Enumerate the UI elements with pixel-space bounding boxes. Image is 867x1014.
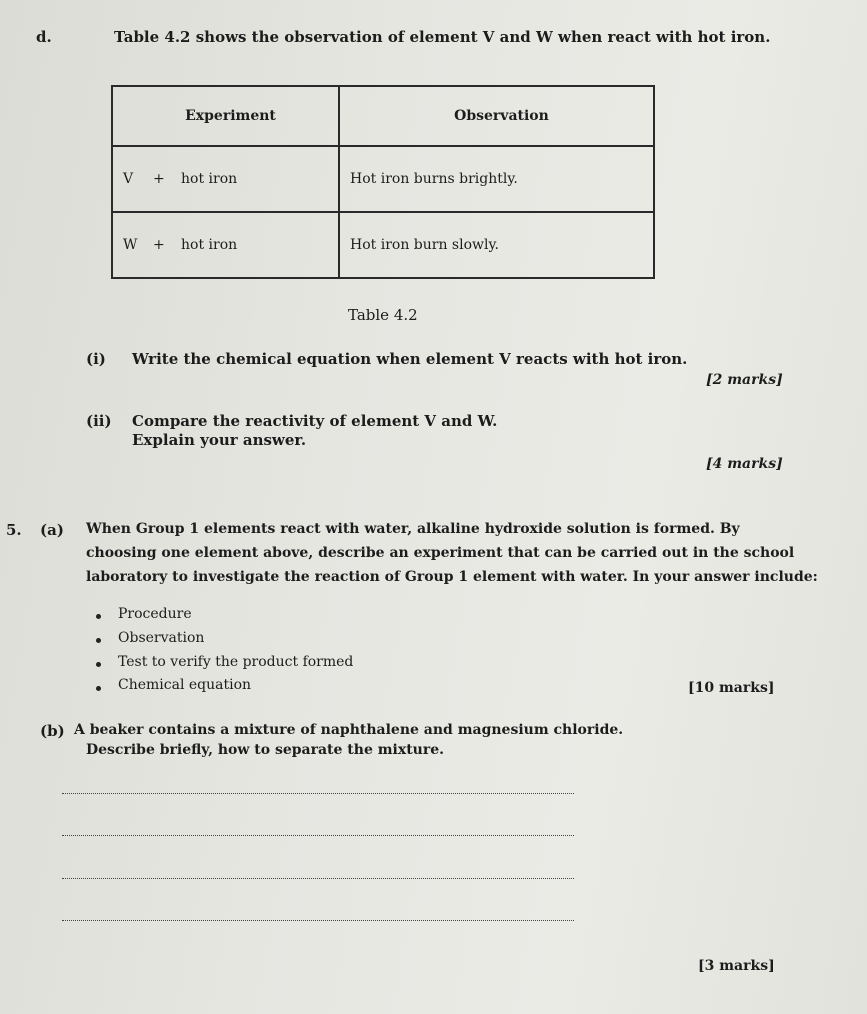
part-d-text: Table 4.2 shows the observation of element V and W when react with hot iron. (114, 28, 771, 46)
question-5b-marks: [3 marks] (698, 958, 775, 974)
bullet-icon (96, 614, 101, 619)
table-row (112, 212, 654, 278)
reagent: hot iron (181, 237, 238, 253)
observation-table (111, 85, 655, 279)
question-i-text: Write the chemical equation when element V reacts with hot iron. (132, 350, 688, 368)
bullet-observation: Observation (118, 630, 205, 646)
answer-line[interactable] (62, 793, 574, 794)
question-5a-label: (a) (40, 521, 64, 539)
bullet-icon (96, 638, 101, 643)
table-header-row (112, 86, 654, 146)
table-row (112, 146, 654, 212)
answer-line[interactable] (62, 920, 574, 921)
question-ii-line2: Explain your answer. (132, 431, 307, 449)
bullet-equation: Chemical equation (118, 677, 252, 693)
bullet-test: Test to verify the product formed (118, 654, 354, 670)
question-5a-line2: choosing one element above, describe an experiment that can be carried out in the school (86, 545, 795, 561)
answer-line[interactable] (62, 835, 574, 836)
element-symbol: V (123, 171, 134, 187)
question-5b-line2: Describe briefly, how to separate the mixture. (86, 742, 445, 758)
question-5a-line1: When Group 1 elements react with water, alkaline hydroxide solution is formed. By (86, 521, 740, 537)
question-5a-line3: laboratory to investigate the reaction of Group 1 element with water. In your answer include: (86, 569, 818, 585)
experiment-cell (112, 146, 339, 212)
question-5b-line1: A beaker contains a mixture of naphthalene and magnesium chloride. (74, 722, 624, 738)
question-i-marks: [2 marks] (706, 372, 783, 388)
plus-sign: + (153, 171, 165, 187)
header-experiment: Experiment (112, 86, 339, 146)
answer-line[interactable] (62, 878, 574, 879)
table-caption: Table 4.2 (348, 306, 418, 324)
question-ii-marks: [4 marks] (706, 456, 783, 472)
bullet-icon (96, 686, 101, 691)
element-symbol: W (123, 237, 138, 253)
observation-cell: Hot iron burns brightly. (339, 146, 654, 212)
question-5-number: 5. (6, 521, 22, 539)
header-observation: Observation (339, 86, 654, 146)
question-5a-marks: [10 marks] (688, 680, 775, 696)
plus-sign: + (153, 237, 165, 253)
question-5b-label: (b) (40, 722, 65, 740)
question-i-label: (i) (86, 350, 106, 368)
experiment-cell (112, 212, 339, 278)
part-d-label: d. (36, 28, 52, 46)
bullet-procedure: Procedure (118, 606, 192, 622)
observation-cell: Hot iron burn slowly. (339, 212, 654, 278)
bullet-icon (96, 662, 101, 667)
question-ii-label: (ii) (86, 412, 112, 430)
question-ii-line1: Compare the reactivity of element V and W. (132, 412, 498, 430)
reagent: hot iron (181, 171, 238, 187)
